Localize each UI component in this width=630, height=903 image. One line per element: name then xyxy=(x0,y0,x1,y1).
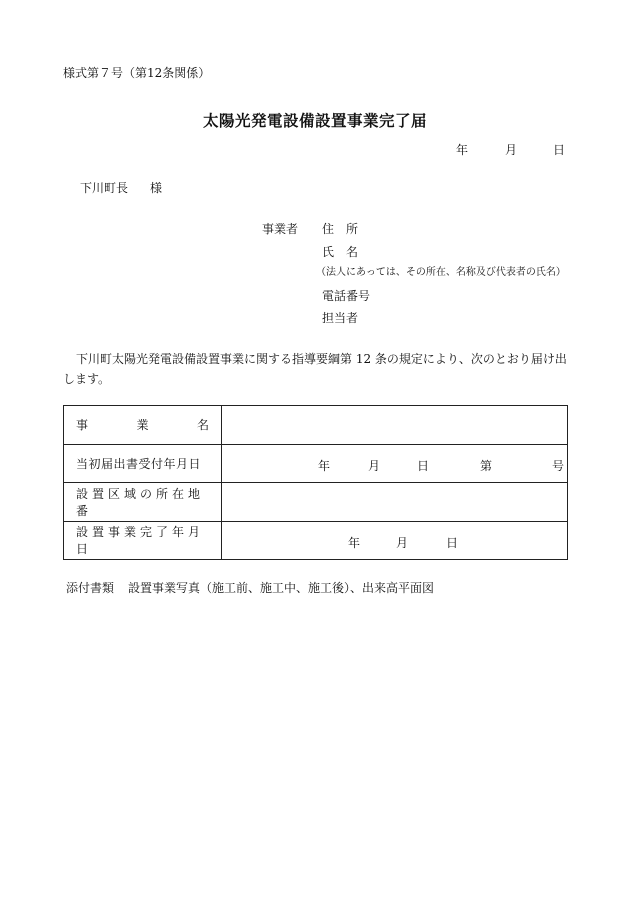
project-name-label: 事 業 名 xyxy=(64,406,222,445)
completion-date-value: 年 月 日 xyxy=(222,521,568,560)
attachments-items: 設置事業写真（施工前、施工中、施工後）、出来高平面図 xyxy=(128,581,435,595)
name-label: 氏 名 xyxy=(322,245,359,259)
date-month: 月 xyxy=(505,143,518,157)
form-number-label: 様式第７号（第12条関係） xyxy=(63,66,211,80)
date-year: 年 xyxy=(456,143,469,157)
body-text: 下川町太陽光発電設備設置事業に関する指導要綱第 12 条の規定により、次のとおり届け出します。 xyxy=(63,352,567,386)
attachments-label: 添付書類 xyxy=(66,581,115,595)
corporation-note: （法人にあっては、その所在、名称及び代表者の氏名） xyxy=(316,267,566,278)
installation-location-label: 設置区域の所在地番 xyxy=(64,483,222,522)
table-row xyxy=(64,444,568,483)
initial-receipt-date-value: 年 月 日 第 号 xyxy=(222,444,568,483)
date-day: 日 xyxy=(553,143,566,157)
attachments xyxy=(66,581,434,595)
address-label: 住 所 xyxy=(322,222,359,236)
table-row xyxy=(64,483,568,522)
addressee-name: 下川町長 xyxy=(80,181,129,195)
document-title: 太陽光発電設備設置事業完了届 xyxy=(202,111,427,130)
applicant-label: 事業者 xyxy=(262,222,299,236)
project-name-value xyxy=(222,406,568,445)
table-row xyxy=(64,521,568,560)
phone-label: 電話番号 xyxy=(322,289,371,303)
completion-date-label: 設置事業完了年月日 xyxy=(64,521,222,560)
addressee-honorific: 様 xyxy=(150,181,163,195)
installation-location-value xyxy=(222,483,568,522)
report-table xyxy=(63,405,568,560)
table-row xyxy=(64,406,568,445)
initial-receipt-date-label: 当初届出書受付年月日 xyxy=(64,444,222,483)
contact-person-label: 担当者 xyxy=(322,311,359,325)
addressee xyxy=(80,181,162,195)
